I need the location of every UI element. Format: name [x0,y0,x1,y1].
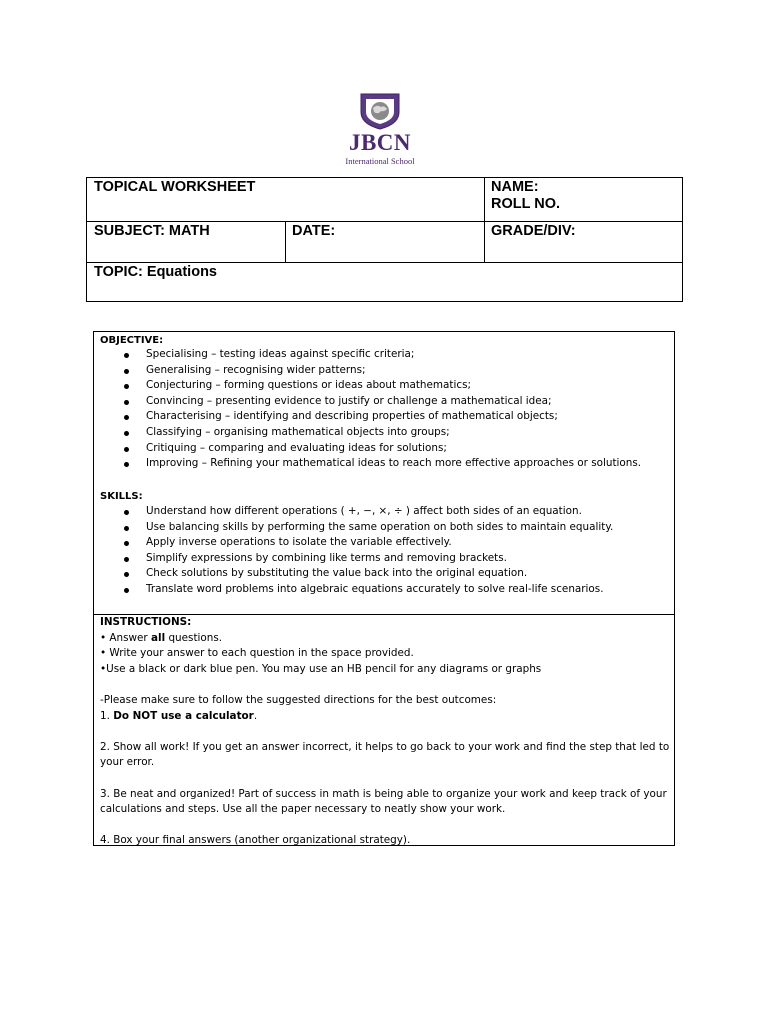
instruction-write-answer: • Write your answer to each question in the space provided. [100,647,414,660]
objective-item-text: Generalising – recognising wider patterns; [146,363,366,376]
objective-item [94,409,641,425]
worksheet-header-table [86,177,683,302]
bullet-icon [124,588,129,593]
skills-item [94,566,613,582]
skills-item [94,535,613,551]
bullet-icon [124,431,129,436]
bullet-icon [124,510,129,515]
instruction-answer-all: • Answer all questions. [100,631,223,644]
objective-item [94,425,641,441]
objectives-box [93,331,675,846]
objective-item [94,394,641,410]
bullet-icon [124,541,129,546]
direction-show-work: 2. Show all work! If you get an answer incorrect, it helps to go back to your work and find the step that led to your error. [100,740,670,769]
skills-item-text: Apply inverse operations to isolate the variable effectively. [146,536,452,549]
skills-item-text: Simplify expressions by combining like terms and removing brackets. [146,551,507,564]
bullet-icon [124,400,129,405]
objective-item-text: Characterising – identifying and describing properties of mathematical objects; [146,410,558,423]
objective-item [94,347,641,363]
bullet-icon [124,384,129,389]
objective-list [94,347,641,472]
logo-wordmark: JBCN [348,130,412,155]
objective-item [94,378,641,394]
instructions-heading: INSTRUCTIONS: [100,616,192,628]
direction-be-neat: 3. Be neat and organized! Part of success in math is being able to organize your work and keep track of your calculations and steps. Use all the paper necessary to neatly show your work. [100,787,667,816]
direction-no-calculator: 1. Do NOT use a calculator. [100,709,258,722]
direction-box-answers: 4. Box your final answers (another organizational strategy). [100,834,411,847]
skills-item [94,520,613,536]
directions-intro: -Please make sure to follow the suggested directions for the best outcomes: [100,693,497,706]
objective-heading: OBJECTIVE: [100,335,164,346]
logo-subtitle: International School [345,156,415,166]
subject-label: SUBJECT: MATH [94,223,210,239]
objective-item [94,363,641,379]
worksheet-title: TOPICAL WORKSHEET [94,179,256,195]
skills-item-text: Translate word problems into algebraic equations accurately to solve real-life scenarios. [146,582,604,595]
bullet-icon [124,353,129,358]
bullet-icon [124,557,129,562]
bullet-icon [124,369,129,374]
crest-icon [359,92,401,130]
bullet-icon [124,526,129,531]
skills-item [94,504,613,520]
instructions-section [100,615,670,849]
objective-item-text: Improving – Refining your mathematical ideas to reach more effective approaches or solutions. [146,457,642,470]
skills-item [94,551,613,567]
skills-list [94,504,613,598]
skills-item-text: Understand how different operations ( +, −, ×, ÷ ) affect both sides of an equation. [146,505,582,517]
skills-heading: SKILLS: [100,491,143,502]
bullet-icon [124,447,129,452]
bullet-icon [124,572,129,577]
topic-label: TOPIC: Equations [94,264,217,280]
skills-item-text: Use balancing skills by performing the same operation on both sides to maintain equality. [146,520,614,533]
school-logo [332,92,428,174]
skills-item [94,582,613,598]
date-field-label: DATE: [292,223,336,239]
grade-div-field-label: GRADE/DIV: [491,223,576,239]
bullet-icon [124,415,129,420]
bullet-icon [124,462,129,467]
objective-item [94,441,641,457]
objective-item-text: Convincing – presenting evidence to justify or challenge a mathematical idea; [146,394,552,407]
objective-item [94,456,641,472]
objective-item-text: Critiquing – comparing and evaluating ideas for solutions; [146,441,447,454]
objective-item-text: Classifying – organising mathematical objects into groups; [146,425,450,438]
name-field-label: NAME: [491,179,539,195]
objective-item-text: Conjecturing – forming questions or ideas about mathematics; [146,379,471,392]
instruction-pen: •Use a black or dark blue pen. You may use an HB pencil for any diagrams or graphs [100,662,542,675]
roll-no-field-label: ROLL NO. [491,196,561,212]
objective-item-text: Specialising – testing ideas against specific criteria; [146,348,415,360]
skills-item-text: Check solutions by substituting the value back into the original equation. [146,567,528,580]
